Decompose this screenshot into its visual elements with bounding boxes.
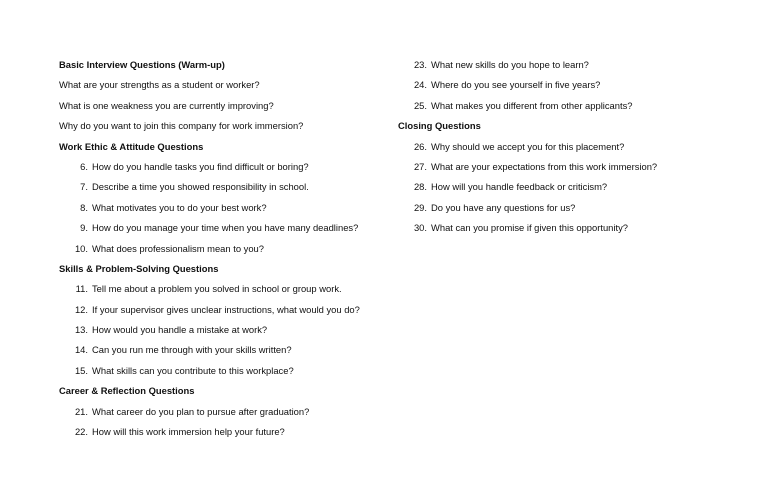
list-item — [59, 342, 389, 362]
list-item — [59, 281, 389, 301]
item-text: What career do you plan to pursue after graduation? — [92, 405, 310, 417]
item-text: What are your expectations from this work immersion? — [431, 160, 658, 172]
item-text: If your supervisor gives unclear instructions, what would you do? — [92, 303, 360, 315]
section-heading-work-ethic: Work Ethic & Attitude Questions — [59, 140, 204, 152]
list-item — [398, 77, 728, 97]
item-text: What makes you different from other applicants? — [431, 99, 633, 111]
item-number: 13. — [74, 324, 88, 336]
list-item — [59, 159, 389, 179]
list-item — [398, 220, 728, 240]
item-number: 23. — [413, 59, 427, 70]
item-text: How do you manage your time when you have many deadlines? — [92, 222, 359, 234]
list-item — [59, 241, 389, 261]
section-heading-basic: Basic Interview Questions (Warm-up) — [59, 59, 225, 70]
list-item — [398, 200, 728, 220]
item-text: How will this work immersion help your future? — [92, 426, 285, 438]
item-number: 25. — [413, 99, 427, 111]
item-number: 6. — [80, 160, 88, 172]
item-number: 7. — [80, 181, 88, 193]
list-item — [398, 179, 728, 199]
left-column — [59, 57, 389, 444]
item-number: 27. — [413, 160, 427, 172]
item-text: What skills can you contribute to this workplace? — [92, 364, 294, 376]
item-number: 26. — [413, 140, 427, 152]
item-text: Can you run me through with your skills written? — [92, 344, 292, 356]
section-heading-closing: Closing Questions — [398, 120, 481, 132]
item-number: 8. — [80, 201, 88, 213]
list-item — [59, 424, 389, 444]
item-text: Describe a time you showed responsibility in school. — [92, 181, 309, 193]
item-number: 22. — [74, 426, 88, 438]
list-item — [59, 200, 389, 220]
question-line: Why do you want to join this company for work immersion? — [59, 120, 304, 132]
list-item — [59, 404, 389, 424]
section-heading-skills: Skills & Problem-Solving Questions — [59, 262, 219, 274]
item-number: 30. — [413, 222, 427, 234]
item-number: 24. — [413, 79, 427, 91]
list-item — [398, 57, 728, 77]
list-item — [59, 302, 389, 322]
item-number: 11. — [75, 283, 88, 295]
list-item — [59, 179, 389, 199]
list-item — [398, 159, 728, 179]
list-item — [59, 322, 389, 342]
item-text: How do you handle tasks you find difficult or boring? — [92, 160, 309, 172]
list-item — [59, 220, 389, 240]
item-number: 12. — [74, 303, 88, 315]
item-text: Where do you see yourself in five years? — [431, 79, 601, 91]
item-number: 21. — [74, 405, 88, 417]
item-text: How would you handle a mistake at work? — [92, 324, 268, 336]
item-number: 15. — [74, 364, 88, 376]
item-text: What motivates you to do your best work? — [92, 201, 267, 213]
list-item — [59, 363, 389, 383]
section-heading-career: Career & Reflection Questions — [59, 385, 195, 397]
list-item — [398, 98, 728, 118]
item-text: Do you have any questions for us? — [431, 201, 576, 213]
list-item — [398, 139, 728, 159]
question-line: What are your strengths as a student or worker? — [59, 79, 260, 91]
right-column — [398, 57, 728, 241]
question-line: What is one weakness you are currently improving? — [59, 99, 274, 111]
item-number: 29. — [413, 201, 427, 213]
item-text: What can you promise if given this opportunity? — [431, 222, 628, 234]
item-text: What does professionalism mean to you? — [92, 242, 264, 254]
item-text: Tell me about a problem you solved in school or group work. — [92, 283, 342, 295]
item-text: Why should we accept you for this placement? — [431, 140, 625, 152]
item-number: 10. — [74, 242, 88, 254]
item-number: 9. — [80, 222, 88, 234]
item-number: 14. — [74, 344, 88, 356]
item-text: How will you handle feedback or criticism? — [431, 181, 608, 193]
item-number: 28. — [413, 181, 427, 193]
item-text: What new skills do you hope to learn? — [431, 59, 589, 70]
